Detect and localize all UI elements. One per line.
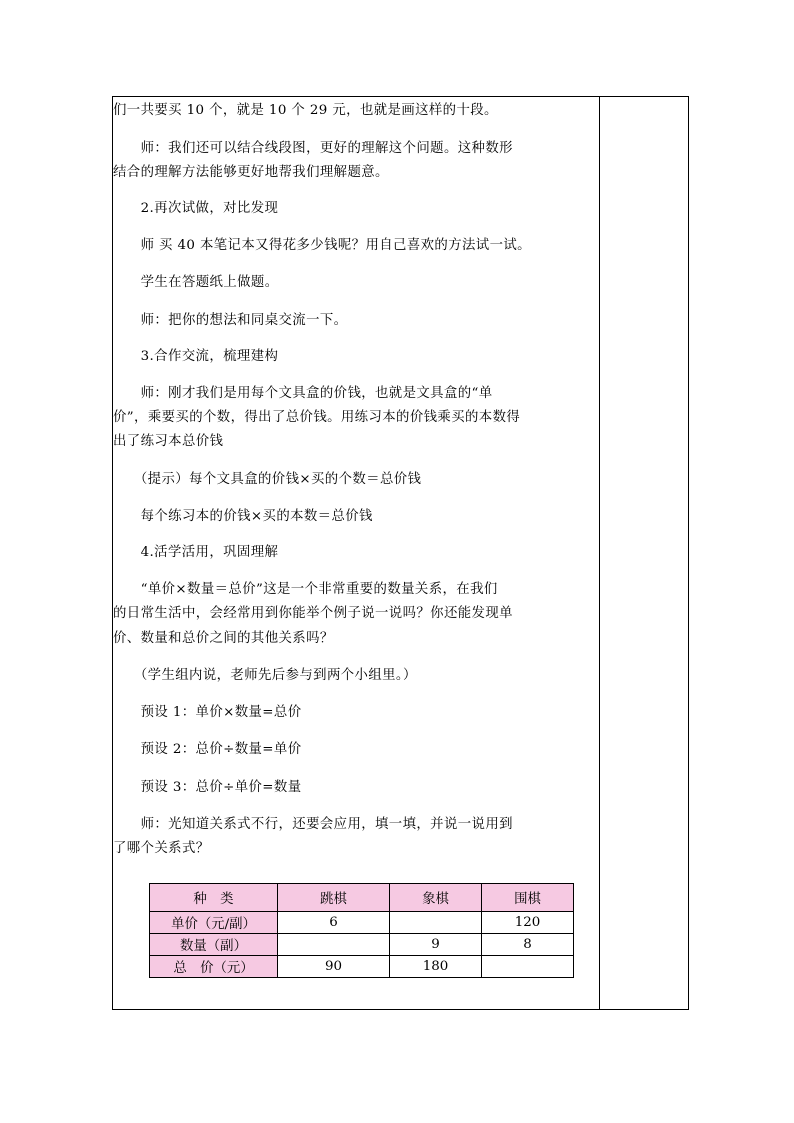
text-line-12: （提示）每个文具盒的价钱×买的个数＝总价钱 [113, 472, 422, 487]
row-label-cell: 单价（元/副） [150, 912, 278, 934]
text-line-3: 结合的理解方法能够更好地帮我们理解题意。 [113, 165, 389, 180]
table-cell: 120 [482, 912, 574, 934]
text-line-7: 师：把你的想法和同桌交流一下。 [113, 313, 348, 328]
table-cell: 180 [390, 956, 482, 978]
text-line-14: 4.活学活用，巩固理解 [113, 545, 279, 560]
text-line-8: 3.合作交流，梳理建构 [113, 349, 279, 364]
table-header-cell: 象棋 [390, 884, 482, 912]
text-line-23: 了哪个关系式？ [113, 841, 210, 856]
table-cell [482, 956, 574, 978]
row-label-cell: 总 价（元） [150, 956, 278, 978]
row-label-cell: 数量（副） [150, 934, 278, 956]
lesson-plan-table [112, 96, 689, 1010]
text-line-9: 师：刚才我们是用每个文具盒的价钱，也就是文具盒的“单 [113, 386, 493, 401]
table-header-row [150, 884, 574, 912]
table-row [150, 912, 574, 934]
text-line-13: 每个练习本的价钱×买的本数＝总价钱 [113, 509, 373, 524]
table-row [150, 956, 574, 978]
table-cell: 90 [278, 956, 390, 978]
text-line-5: 师 买 40 本笔记本又得花多少钱呢？用自己喜欢的方法试一试。 [113, 238, 531, 253]
text-line-2: 师：我们还可以结合线段图，更好的理解这个问题。这种数形 [113, 141, 513, 156]
table-header-cell: 跳棋 [278, 884, 390, 912]
text-line-4: 2.再次试做，对比发现 [113, 201, 279, 216]
table-cell [390, 912, 482, 934]
column-divider [599, 97, 600, 1009]
text-line-19: 预设 1：单价×数量=总价 [113, 705, 302, 720]
text-line-18: （学生组内说，老师先后参与到两个小组里。） [113, 668, 417, 683]
text-line-15: “单价×数量＝总价”这是一个非常重要的数量关系，在我们 [113, 582, 498, 597]
table-cell: 8 [482, 934, 574, 956]
table-header-cell: 围棋 [482, 884, 574, 912]
text-line-1: 们一共要买 10 个，就是 10 个 29 元，也就是画这样的十段。 [113, 103, 498, 118]
text-line-21: 预设 3：总价÷单价=数量 [113, 780, 302, 795]
table-cell: 9 [390, 934, 482, 956]
text-line-6: 学生在答题纸上做题。 [113, 275, 279, 290]
text-line-22: 师：光知道关系式不行，还要会应用，填一填，并说一说用到 [113, 817, 513, 832]
table-row [150, 934, 574, 956]
table-cell: 6 [278, 912, 390, 934]
text-line-17: 价、数量和总价之间的其他关系吗？ [113, 631, 334, 646]
table-cell [278, 934, 390, 956]
table-header-cell: 种 类 [150, 884, 278, 912]
text-line-20: 预设 2：总价÷数量=单价 [113, 742, 302, 757]
text-line-10: 价”，乘要买的个数，得出了总价钱。用练习本的价钱乘买的本数得 [113, 410, 521, 425]
text-line-11: 出了练习本总价钱 [113, 434, 224, 449]
text-line-16: 的日常生活中，会经常用到你能举个例子说一说吗？你还能发现单 [113, 606, 513, 621]
price-quantity-table [149, 883, 574, 978]
